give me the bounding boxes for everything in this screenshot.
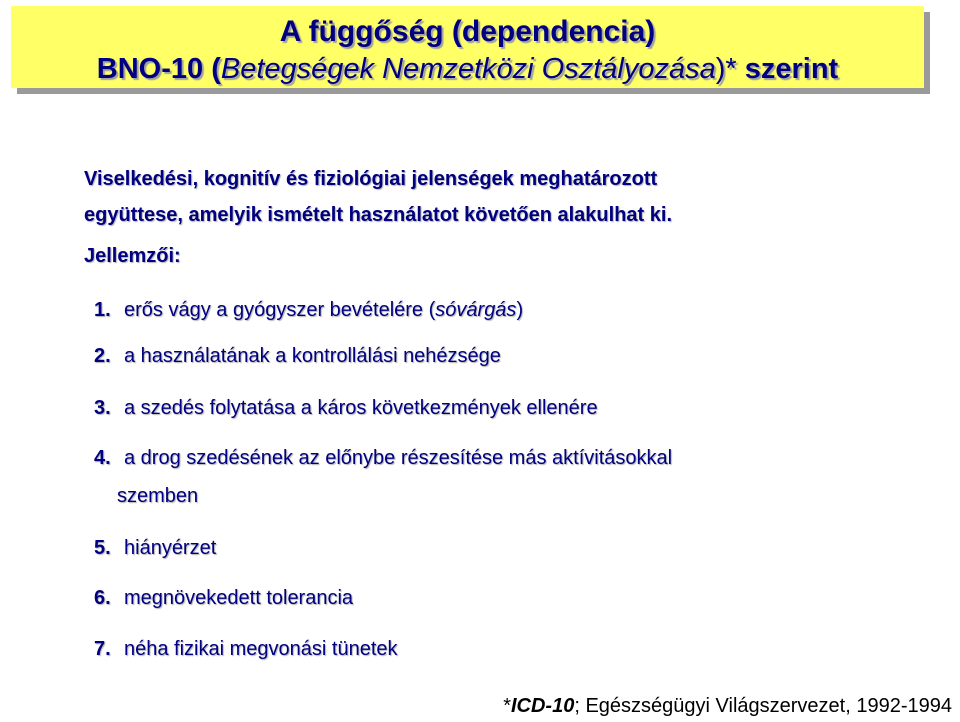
- list-item-continuation: szemben: [117, 485, 199, 507]
- intro-line-2: együttese, amelyik ismételt használatot követően alakulhat ki.: [84, 204, 672, 226]
- list-item-text: megnövekedett tolerancia: [124, 587, 354, 609]
- list-item-italic: sóvárgás: [435, 299, 517, 321]
- list-item-text: néha fizikai megvonási tünetek: [124, 638, 398, 660]
- intro-line-1: Viselkedési, kognitív és fiziológiai jelenségek meghatározott: [84, 168, 658, 190]
- list-item-text-after: ): [516, 299, 524, 321]
- list-item-number: 2.: [94, 345, 111, 367]
- page-title: A függőség (dependencia): [279, 15, 656, 48]
- subtitle-suffix: szerint: [736, 53, 839, 85]
- page-subtitle: [11, 51, 924, 87]
- subtitle-italic: Betegségek Nemzetközi Osztályozása: [220, 53, 716, 85]
- list-item-number: 3.: [94, 397, 111, 419]
- list-item-number: 6.: [94, 587, 111, 609]
- footer-prefix: *: [503, 695, 511, 717]
- list-item-text: erős vágy a gyógyszer bevételére (: [124, 299, 436, 321]
- list-item-number: 7.: [94, 638, 111, 660]
- list-item-text: a használatának a kontrollálási nehézsége: [124, 345, 501, 367]
- subtitle-mid: )*: [715, 53, 737, 85]
- list-item: [94, 635, 398, 663]
- footer-text: ; Egészségügyi Világszervezet, 1992-1994: [574, 695, 952, 717]
- list-item: [94, 584, 353, 612]
- list-item: [94, 534, 216, 562]
- title-box: [11, 6, 924, 88]
- list-item-text: hiányérzet: [124, 537, 217, 559]
- footer-italic: ICD-10: [510, 695, 575, 717]
- list-item-text: a szedés folytatása a káros következmények ellenére: [124, 397, 598, 419]
- list-item: [94, 342, 501, 370]
- list-item-number: 4.: [94, 447, 111, 469]
- list-item: [94, 296, 523, 324]
- footer-citation: [503, 692, 952, 720]
- list-item-number: 5.: [94, 537, 111, 559]
- list-item-text: a drog szedésének az előnybe részesítése más aktívitásokkal: [124, 447, 673, 469]
- list-item-number: 1.: [94, 299, 111, 321]
- subtitle-prefix: BNO-10 (: [96, 53, 221, 85]
- list-item: [94, 444, 672, 472]
- intro-line-3: Jellemzői:: [84, 245, 181, 267]
- list-item: [94, 394, 598, 422]
